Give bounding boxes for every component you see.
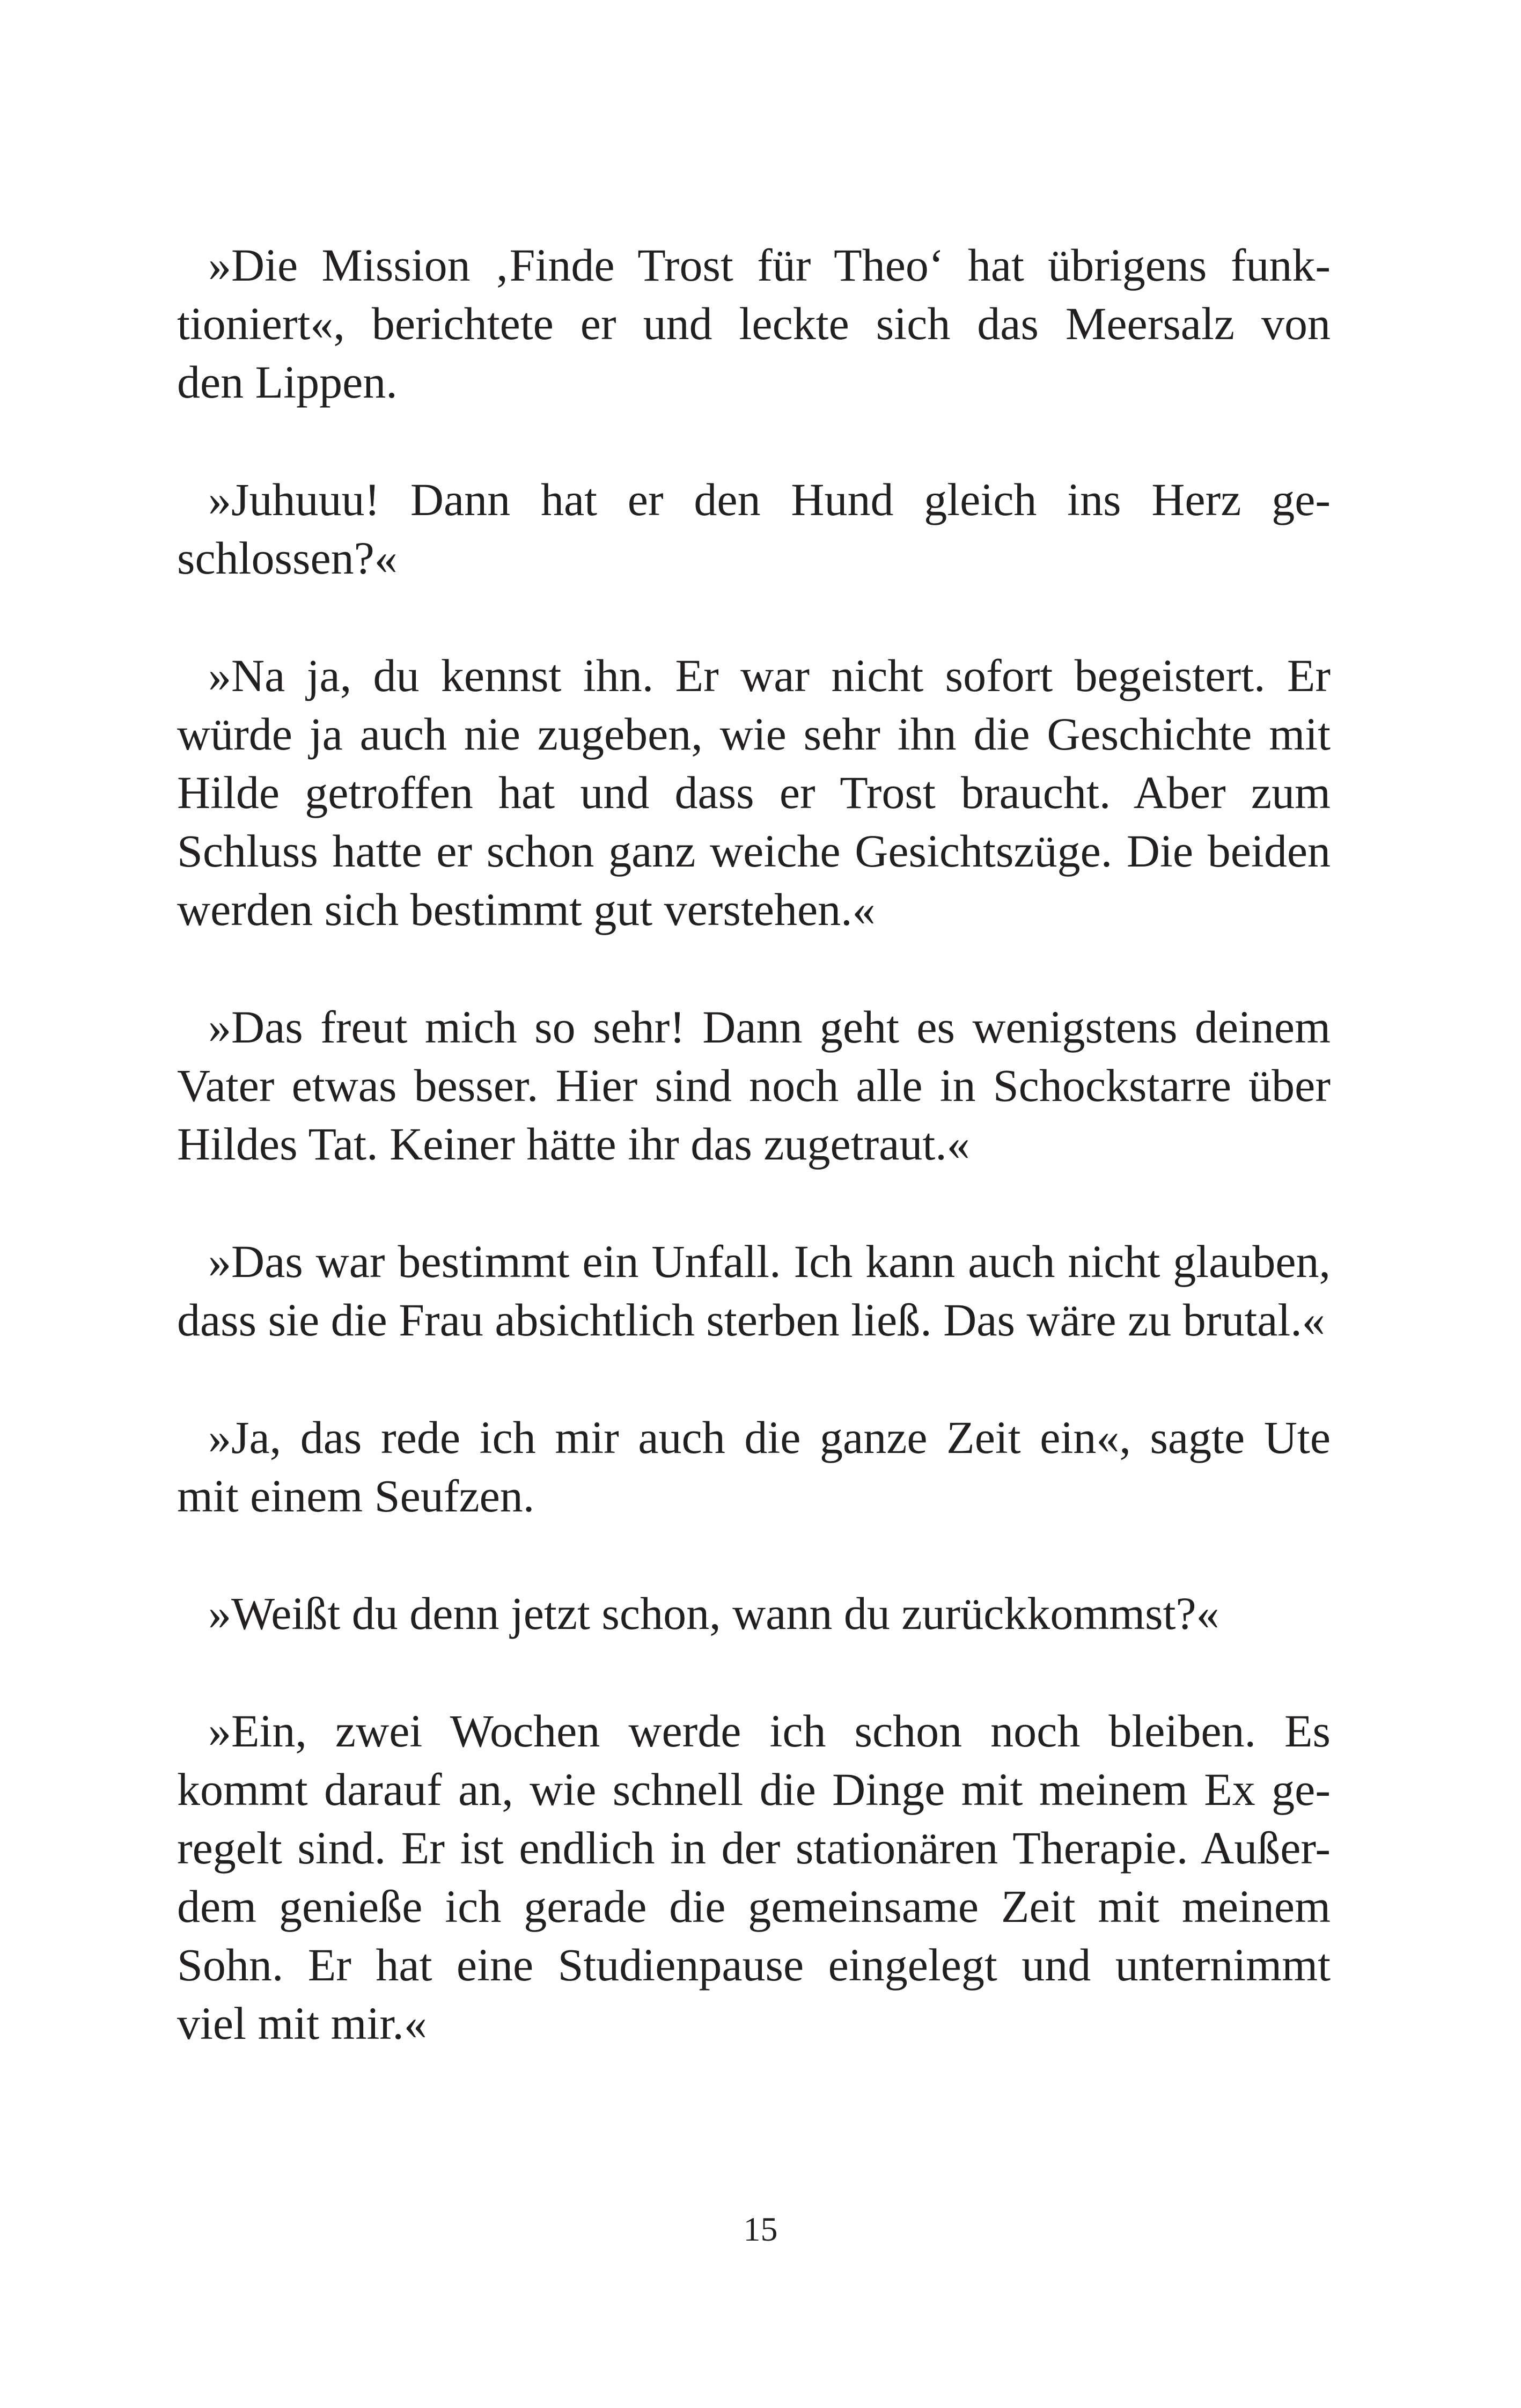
- text-line: dem genieße ich gerade die gemeinsame Zeit mit meinem: [177, 1881, 1331, 1932]
- paragraph: [177, 1702, 1331, 2053]
- text-line: »Juhuuu! Dann hat er den Hund gleich ins Herz ge-: [208, 474, 1331, 525]
- paragraph: [177, 236, 1331, 412]
- text-line: mit einem Seufzen.: [177, 1470, 535, 1522]
- text-line: kommt darauf an, wie schnell die Dinge mit meinem Ex ge-: [177, 1764, 1331, 1815]
- text-line: den Lippen.: [177, 356, 398, 408]
- text-line: »Das freut mich so sehr! Dann geht es wenigstens deinem: [208, 1001, 1331, 1053]
- text-line: viel mit mir.«: [177, 1998, 427, 2049]
- text-line: Hilde getroffen hat und dass er Trost braucht. Aber zum: [177, 767, 1331, 818]
- paragraph: [177, 471, 1331, 588]
- paragraph: [177, 1584, 1331, 1643]
- text-line: tioniert«, berichtete er und leckte sich das Meersalz von: [177, 298, 1331, 349]
- text-line: »Die Mission ‚Finde Trost für Theo‘ hat übrigens funk-: [208, 239, 1331, 291]
- body-text: [177, 236, 1331, 2112]
- text-line: regelt sind. Er ist endlich in der stationären Therapie. Außer-: [177, 1822, 1331, 1874]
- text-line: Sohn. Er hat eine Studienpause eingelegt und unternimmt: [177, 1939, 1331, 1991]
- paragraph: [177, 1232, 1331, 1349]
- text-line: »Ja, das rede ich mir auch die ganze Zeit ein«, sagte Ute: [208, 1412, 1331, 1463]
- text-line: »Weißt du denn jetzt schon, wann du zurückkommst?«: [208, 1588, 1219, 1639]
- text-line: »Na ja, du kennst ihn. Er war nicht sofort begeistert. Er: [208, 650, 1331, 701]
- text-line: dass sie die Frau absichtlich sterben ließ. Das wäre zu brutal.«: [177, 1294, 1325, 1346]
- page-number: 15: [743, 2210, 778, 2248]
- text-line: »Das war bestimmt ein Unfall. Ich kann auch nicht glauben,: [208, 1236, 1331, 1287]
- paragraph: [177, 1408, 1331, 1525]
- text-line: »Ein, zwei Wochen werde ich schon noch bleiben. Es: [208, 1705, 1331, 1757]
- text-line: würde ja auch nie zugeben, wie sehr ihn die Geschichte mit: [177, 708, 1331, 760]
- text-line: Schluss hatte er schon ganz weiche Gesichtszüge. Die beiden: [177, 825, 1331, 877]
- text-line: schlossen?«: [177, 532, 398, 584]
- text-line: werden sich bestimmt gut verstehen.«: [177, 884, 876, 935]
- paragraph: [177, 998, 1331, 1173]
- text-line: Vater etwas besser. Hier sind noch alle in Schockstarre über: [177, 1060, 1331, 1111]
- text-line: Hildes Tat. Keiner hätte ihr das zugetraut.«: [177, 1118, 970, 1170]
- paragraph: [177, 647, 1331, 939]
